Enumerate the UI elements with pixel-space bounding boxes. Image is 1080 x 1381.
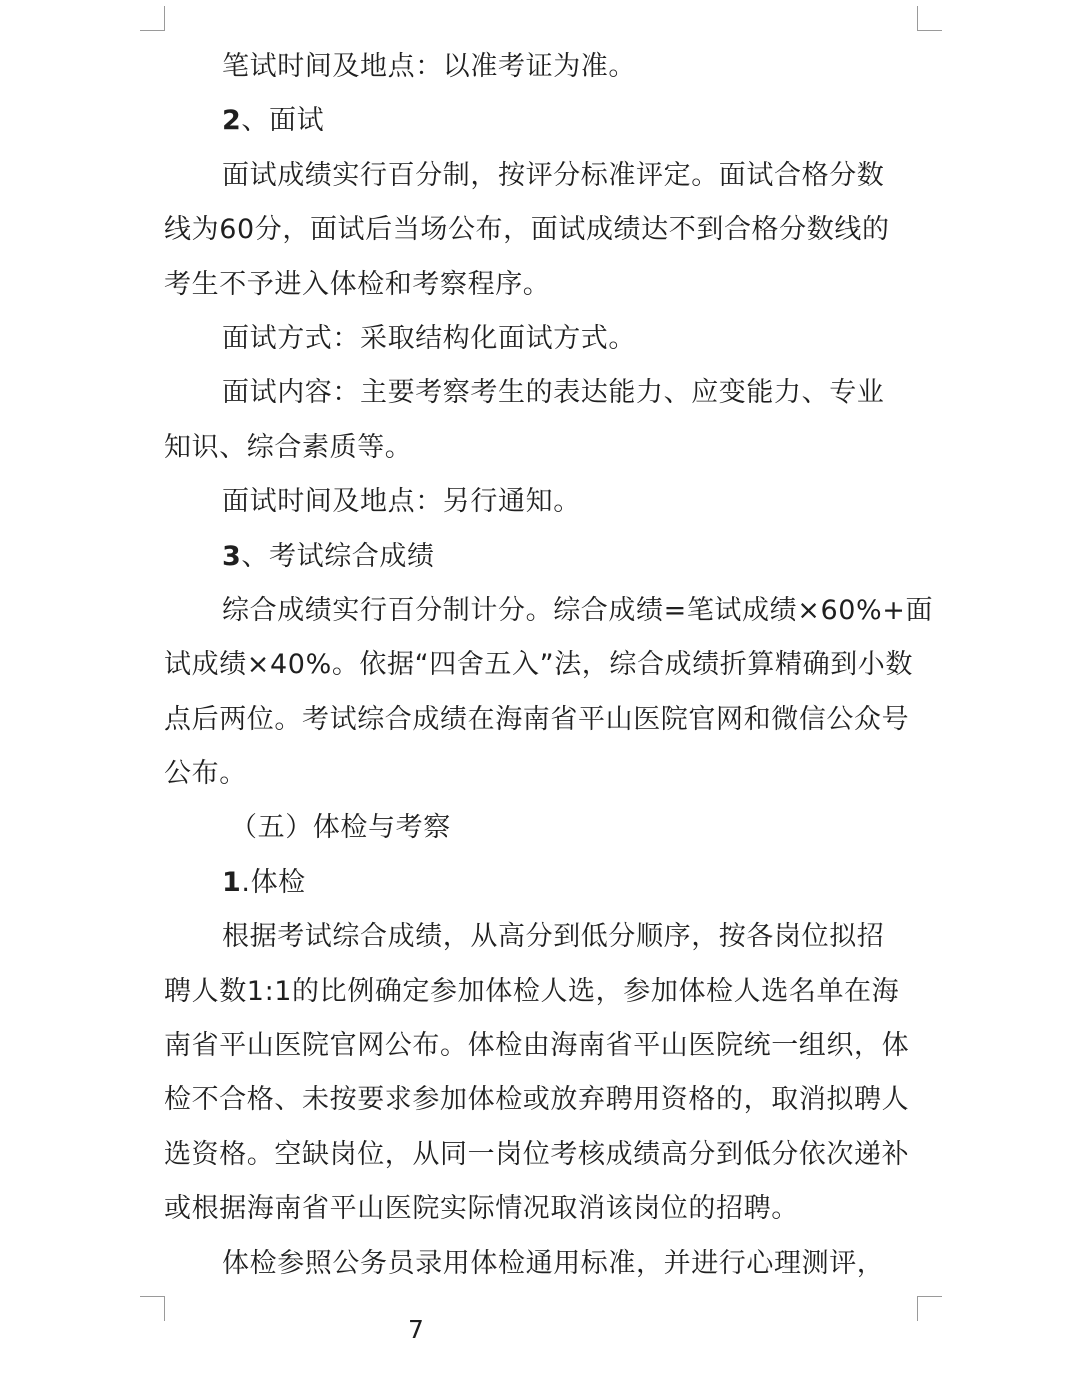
crop-mark-top-right	[917, 6, 942, 31]
paragraph-line: 面试成绩实行百分制，按评分标准评定。面试合格分数	[222, 159, 885, 191]
subsection-heading-physical	[164, 856, 924, 910]
paragraph-line: 南省平山医院官网公布。体检由海南省平山医院统一组织，体	[164, 1030, 910, 1062]
crop-mark-bottom-right	[917, 1296, 942, 1321]
section-heading-interview	[164, 94, 924, 148]
section-heading-combined-score	[164, 530, 924, 584]
heading-text: 、面试	[241, 105, 325, 137]
heading-text: 、考试综合成绩	[241, 540, 435, 572]
paragraph-line: 或根据海南省平山医院实际情况取消该岗位的招聘。	[164, 1193, 799, 1225]
paragraph-line: 笔试时间及地点：以准考证为准。	[222, 51, 636, 82]
crop-mark-top-left	[140, 6, 165, 31]
heading-text: .体检	[241, 866, 306, 898]
section-heading-physical-exam: （五）体检与考察	[230, 812, 451, 844]
heading-number: 2	[222, 105, 242, 137]
paragraph-line: 知识、综合素质等。	[164, 431, 413, 463]
paragraph-line: 公布。	[164, 758, 247, 790]
paragraph-line: 检不合格、未按要求参加体检或放弃聘用资格的，取消拟聘人	[164, 1084, 910, 1116]
paragraph-line: 选资格。空缺岗位，从同一岗位考核成绩高分到低分依次递补	[164, 1138, 910, 1170]
heading-number: 1	[222, 866, 242, 898]
heading-number: 3	[222, 540, 242, 572]
paragraph-line: 试成绩×40%。依据“四舍五入”法，综合成绩折算精确到小数	[164, 649, 914, 681]
page-number: 7	[408, 1315, 424, 1344]
paragraph-line: 根据考试综合成绩，从高分到低分顺序，按各岗位拟招	[222, 921, 885, 953]
paragraph-line: 面试内容：主要考察考生的表达能力、应变能力、专业	[222, 377, 885, 409]
paragraph-line: 面试时间及地点：另行通知。	[222, 486, 581, 518]
paragraph-line: 聘人数1:1的比例确定参加体检人选，参加体检人选名单在海	[164, 975, 900, 1007]
document-body	[164, 40, 934, 1291]
paragraph-line: 考生不予进入体检和考察程序。	[164, 268, 551, 300]
paragraph-line: 线为60分，面试后当场公布，面试成绩达不到合格分数线的	[164, 214, 890, 246]
paragraph-line: 面试方式：采取结构化面试方式。	[222, 322, 636, 354]
paragraph-line: 体检参照公务员录用体检通用标准，并进行心理测评，	[222, 1247, 885, 1279]
paragraph-line: 综合成绩实行百分制计分。综合成绩=笔试成绩×60%+面	[222, 594, 934, 626]
paragraph-line: 点后两位。考试综合成绩在海南省平山医院官网和微信公众号	[164, 703, 910, 735]
